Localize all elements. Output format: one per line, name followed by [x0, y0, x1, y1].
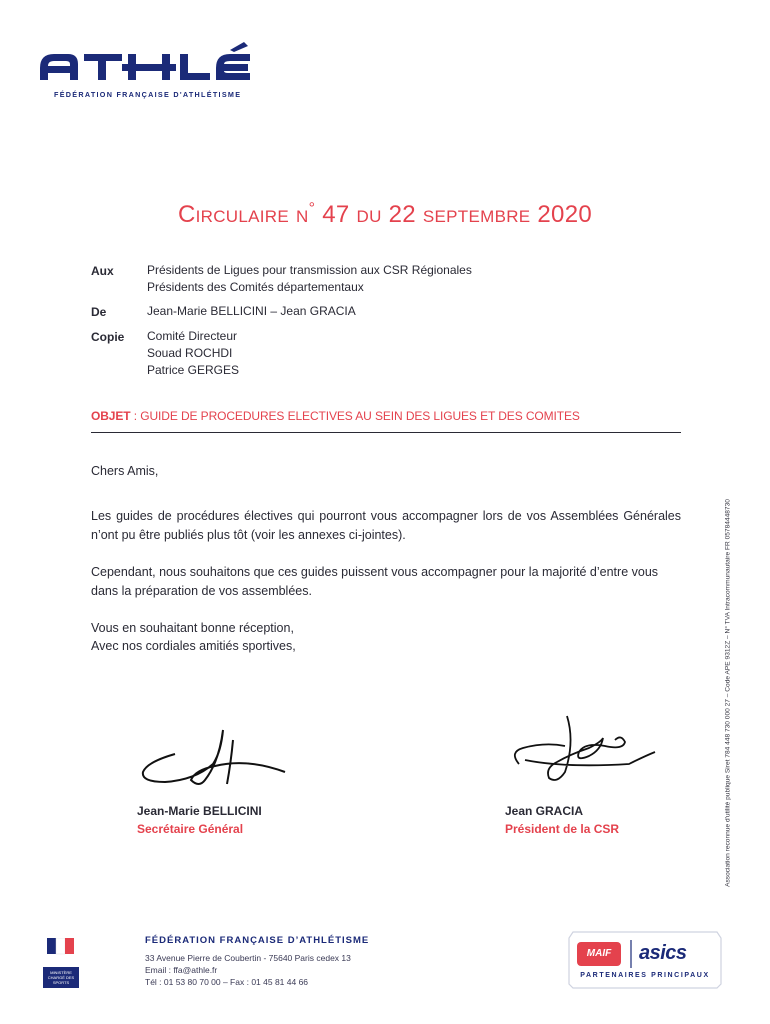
aux-label: Aux: [91, 264, 114, 278]
copie-line: Comité Directeur: [147, 329, 238, 343]
ministry-label: MINISTÈRE CHARGÉ DES SPORTS: [43, 967, 79, 988]
closing-2: Avec nos cordiales amitiés sportives,: [91, 639, 296, 653]
subject-divider: [91, 432, 681, 433]
paragraph-2: Cependant, nous souhaitons que ces guides puissent vous accompagner pour la majorité d’entre vous dans la préparation de vos assemblées.: [91, 565, 659, 598]
athle-logo: [38, 40, 268, 104]
signatory-1-role: Secrétaire Général: [137, 822, 244, 836]
signatory-2-name: Jean GRACIA: [505, 804, 584, 818]
footer-email: Email : ffa@athle.fr: [145, 965, 218, 975]
copie-label: Copie: [91, 330, 125, 344]
logo-subtitle: FÉDÉRATION FRANÇAISE D'ATHLÉTISME: [54, 90, 242, 99]
circular-title: [0, 200, 770, 229]
title-rest: du 22 septembre 2020: [356, 201, 592, 228]
greeting: Chers Amis,: [91, 464, 159, 478]
signature-bellicini: [135, 722, 305, 794]
subject-text: : GUIDE DE PROCEDURES ELECTIVES AU SEIN DES LIGUES ET DES COMITES: [130, 409, 580, 423]
copie-value: [147, 328, 239, 379]
aux-value: [147, 262, 472, 296]
athle-wordmark: [38, 40, 268, 88]
aux-line: Présidents de Ligues pour transmission aux CSR Régionales: [147, 263, 472, 277]
de-value: Jean-Marie BELLICINI – Jean GRACIA: [147, 304, 356, 318]
title-prefix: Circulaire n: [177, 201, 309, 228]
signature-gracia: [505, 712, 665, 788]
copie-line: Souad ROCHDI: [147, 346, 233, 360]
asics-logo: asics: [639, 942, 687, 964]
title-degree: °: [308, 200, 316, 217]
legal-side-text: Association reconnue d'utilité publique Siret 784 448 730 000 27 – Code APE 9312Z – N° TVA Intracommunautaire FR 05784448730: [724, 499, 732, 887]
de-label: De: [91, 305, 107, 319]
partners-label: PARTENAIRES PRINCIPAUX: [580, 972, 710, 979]
legal-side-note: [718, 463, 738, 923]
copie-line: Patrice GERGES: [147, 363, 240, 377]
footer-federation: FÉDÉRATION FRANÇAISE D’ATHLÉTISME: [145, 935, 370, 946]
subject-label: OBJET: [91, 409, 131, 423]
footer-phone: Tél : 01 53 80 70 00 – Fax : 01 45 81 44 66: [145, 977, 309, 987]
aux-line: Présidents des Comités départementaux: [147, 280, 364, 294]
signatory-2-role: Président de la CSR: [505, 822, 620, 836]
republique-francaise-logo: [43, 938, 79, 985]
closing-1: Vous en souhaitant bonne réception,: [91, 621, 294, 635]
partners-badge: [565, 928, 725, 990]
maif-logo: MAIF: [586, 948, 612, 959]
subject-line: [91, 409, 580, 423]
title-number: 47: [322, 201, 350, 228]
signatory-1-name: Jean-Marie BELLICINI: [137, 804, 262, 818]
french-flag-icon: [43, 938, 79, 960]
paragraph-1: Les guides de procédures électives qui pourront vous accompagner lors de vos Assemblées Générales n’ont pu être publiés plus tôt (voir les annexes ci-jointes).: [91, 509, 681, 542]
footer-address: 33 Avenue Pierre de Coubertin - 75640 Paris cedex 13: [145, 953, 351, 963]
